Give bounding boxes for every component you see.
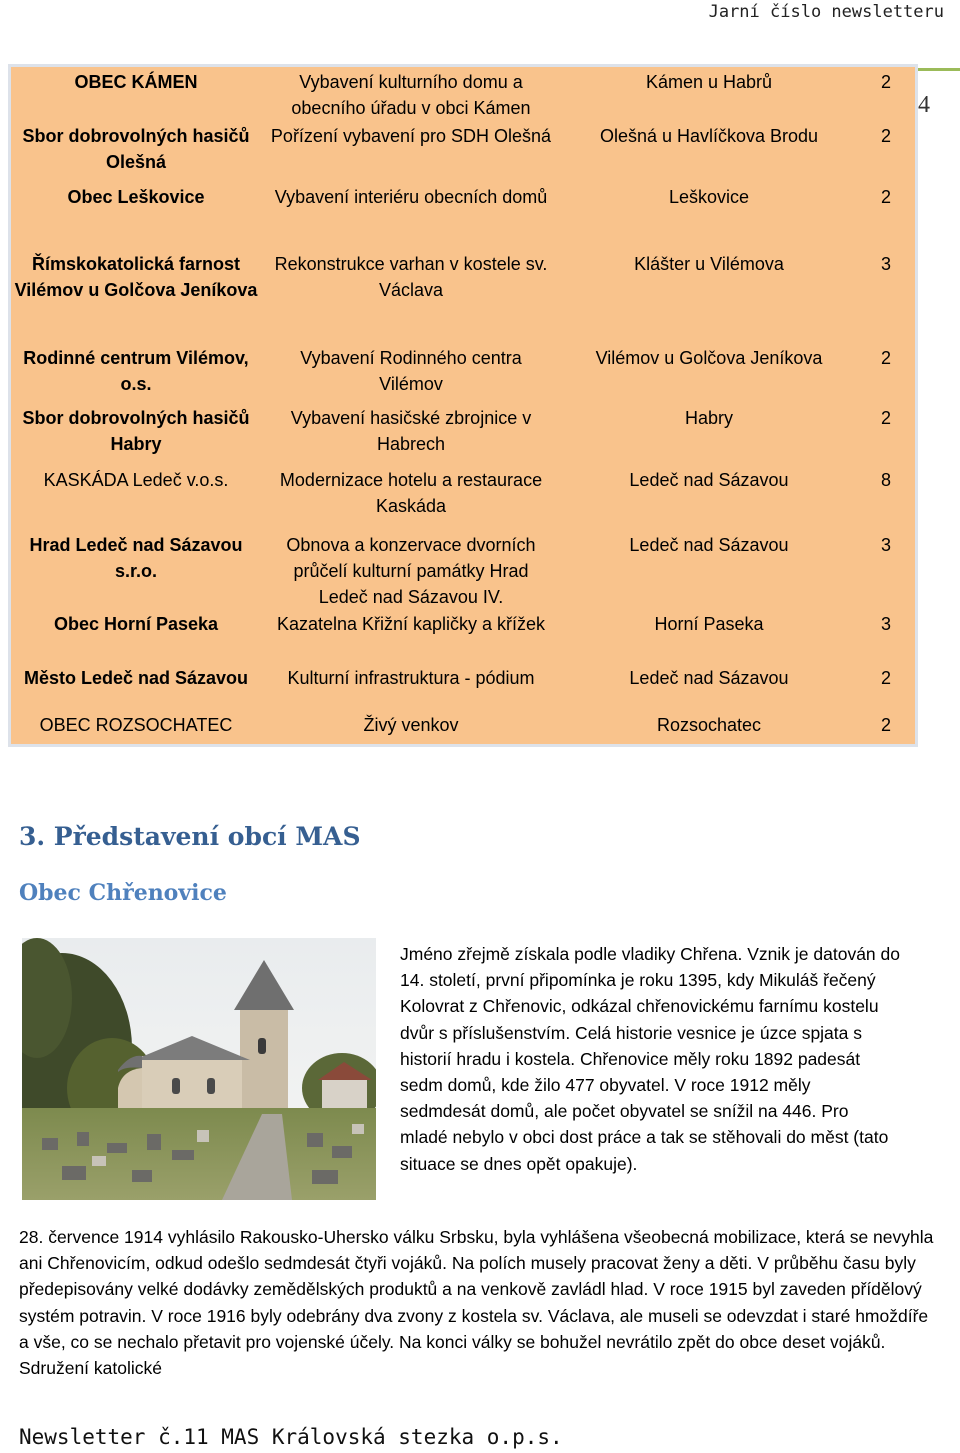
- place-cell: Horní Paseka: [654, 614, 764, 634]
- score-cell: 8: [880, 470, 891, 490]
- project-cell: Vybavení Rodinného centra Vilémov: [300, 348, 522, 394]
- score-cell: 2: [880, 668, 891, 688]
- place-cell: Klášter u Vilémova: [634, 254, 784, 274]
- score-cell: 3: [880, 254, 891, 274]
- place-cell: Rozsochatec: [656, 715, 762, 735]
- section-heading: 3. Představení obcí MAS: [19, 822, 361, 851]
- village-history-paragraph-2: 28. července 1914 vyhlásilo Rakousko-Uhersko válku Srbsku, byla vyhlášena všeobecná mobilizace, která se nevyhla ani Chřenovicím, odkud odešlo sedmdesát čtyři vojáků. Na polích musely pracovat ženy a děti. V průběhu času byly předepisovány velké dodávky zemědělských produktů a na venkově zavládl hlad. V roce 1915 byl zaveden přídělový systém potravin. V roce 1916 byly odebrány dva zvony z kostela sv. Václava, ale museli se odevzdat i staré hmoždíře a vše, co se nechalo přetavit pro vojenské účely. Na konci války se bohužel nevrátilo zpět do obce deset vojáků. Sdružení katolické: [19, 1227, 934, 1379]
- score-cell: 3: [880, 614, 891, 634]
- place-cell: Habry: [684, 408, 733, 428]
- village-history-paragraph-1: Jméno zřejmě získala podle vladiky Chřena. Vznik je datován do 14. století, první připomínka je roku 1395, kdy Mikuláš řečený Kolovrat z Chřenovic, odkázal chřenovickému farnímu kostelu dvůr s příslušenstvím. Celá historie vesnice je úzce spjata s historií hradu i kostela. Chřenovice měly roku 1892 padesát sedm domů, kde žilo 477 obyvatel. V roce 1912 měly sedmdesát domů, ale počet obyvatel se snížil na 446. Pro mladé nebylo v obci dost práce a tak se stěhovali do měst (tato situace se dnes opět opakuje).: [400, 944, 900, 1174]
- score-cell: 2: [880, 715, 891, 735]
- project-cell: Vybavení interiéru obecních domů: [274, 187, 548, 207]
- org-cell: Obec Leškovice: [67, 187, 205, 207]
- score-cell: 2: [880, 187, 891, 207]
- org-cell: Obec Horní Paseka: [53, 614, 219, 634]
- project-cell: Pořízení vybavení pro SDH Olešná: [270, 126, 552, 146]
- project-cell: Vybavení hasičské zbrojnice v Habrech: [290, 408, 532, 454]
- project-cell: Obnova a konzervace dvorních průčelí kulturní památky Hrad Ledeč nad Sázavou IV.: [286, 535, 536, 607]
- place-cell: Ledeč nad Sázavou: [629, 470, 789, 490]
- org-cell: Sbor dobrovolných hasičů Olešná: [22, 126, 250, 172]
- header-accent-line: [918, 68, 960, 71]
- place-cell: Kámen u Habrů: [645, 72, 773, 92]
- org-cell: OBEC KÁMEN: [74, 72, 198, 92]
- project-cell: Rekonstrukce varhan v kostele sv. Václava: [274, 254, 548, 300]
- newsletter-header-title: Jarní číslo newsletteru: [708, 2, 944, 22]
- project-cell: Kulturní infrastruktura - pódium: [287, 668, 535, 688]
- place-cell: Leškovice: [668, 187, 750, 207]
- org-cell: OBEC ROZSOCHATEC: [39, 715, 233, 735]
- score-cell: 2: [880, 126, 891, 146]
- place-cell: Olešná u Havlíčkova Brodu: [599, 126, 819, 146]
- project-cell: Modernizace hotelu a restaurace Kaskáda: [279, 470, 543, 516]
- page-number: 4: [918, 92, 930, 118]
- org-cell: Město Ledeč nad Sázavou: [23, 668, 249, 688]
- village-subheading: Obec Chřenovice: [19, 880, 227, 906]
- newsletter-footer: Newsletter č.11 MAS Královská stezka o.p.s.: [19, 1425, 563, 1449]
- org-cell: KASKÁDA Ledeč v.o.s.: [43, 470, 229, 490]
- score-cell: 2: [880, 72, 891, 92]
- project-cell: Kazatelna Křižní kapličky a křížek: [276, 614, 546, 634]
- grant-projects-table: [8, 64, 918, 747]
- place-cell: Ledeč nad Sázavou: [629, 535, 789, 555]
- org-cell: Hrad Ledeč nad Sázavou s.r.o.: [29, 535, 243, 581]
- church-photo: [22, 938, 376, 1200]
- org-cell: Sbor dobrovolných hasičů Habry: [22, 408, 250, 454]
- place-cell: Vilémov u Golčova Jeníkova: [595, 348, 823, 368]
- place-cell: Ledeč nad Sázavou: [629, 668, 789, 688]
- project-cell: Vybavení kulturního domu a obecního úřadu v obci Kámen: [291, 72, 531, 118]
- score-cell: 2: [880, 348, 891, 368]
- org-cell: Rodinné centrum Vilémov, o.s.: [23, 348, 249, 394]
- project-cell: Živý venkov: [363, 715, 459, 735]
- score-cell: 2: [880, 408, 891, 428]
- score-cell: 3: [880, 535, 891, 555]
- org-cell: Římskokatolická farnost Vilémov u Golčova Jeníkova: [14, 254, 258, 300]
